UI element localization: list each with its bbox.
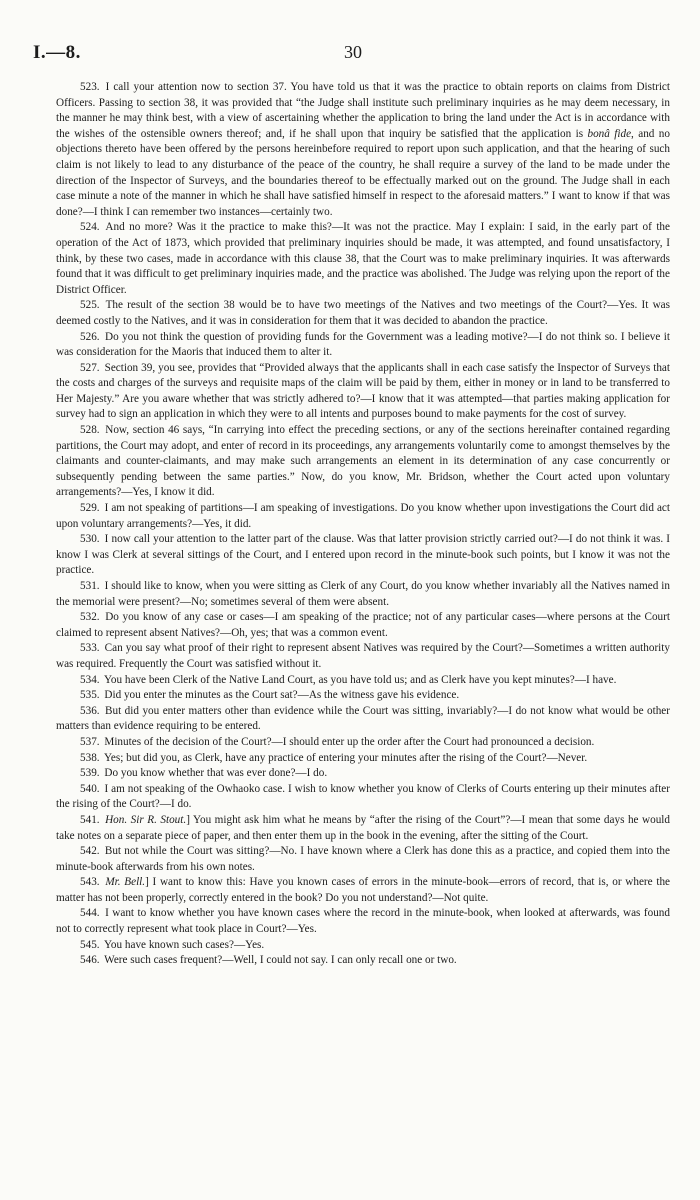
paragraph-text: Do you know whether that was ever done?—I do.: [101, 767, 328, 780]
question-paragraph: [56, 813, 670, 844]
paragraph-text: Were such cases frequent?—Well, I could not say. I can only recall one or two.: [101, 954, 457, 967]
question-number: 544.: [80, 907, 100, 920]
question-paragraph: [56, 688, 670, 704]
paragraph-text: You have known such cases?—Yes.: [101, 938, 265, 951]
question-number: 533.: [80, 642, 100, 655]
paragraph-text: Can you say what proof of their right to represent absent Natives was required by the Court?—Sometimes a written authority was required. Frequently the Court was satisfied without it.: [56, 642, 670, 670]
question-paragraph: [56, 906, 670, 937]
question-paragraph: [56, 766, 670, 782]
paragraph-text: But not while the Court was sitting?—No. I have known where a Clerk has done this as a practice, and copied them into the minute-book afterwards from his own notes.: [56, 845, 670, 873]
paragraph-text: I am not speaking of partitions—I am speaking of investigations. Do you know whether upon investigations the Court did act upon voluntary arrangements?—Yes, it did.: [56, 502, 670, 530]
question-number: 536.: [80, 704, 100, 717]
italic-text: Mr. Bell.: [105, 876, 146, 889]
question-paragraph: [56, 298, 670, 329]
question-number: 543.: [80, 876, 100, 889]
question-paragraph: [56, 751, 670, 767]
question-paragraph: [56, 953, 670, 969]
paragraph-text: Yes; but did you, as Clerk, have any practice of entering your minutes after the rising of the Court?—Never.: [101, 751, 588, 764]
question-number: 537.: [80, 735, 100, 748]
question-paragraph: [56, 361, 670, 423]
question-paragraph: [56, 735, 670, 751]
italic-text: bonâ fide: [587, 127, 632, 140]
paragraph-text: But did you enter matters other than evidence while the Court was sitting, invariably?—I do not know what would be other matters than evidence requiring to be entered.: [56, 704, 670, 733]
question-number: 541.: [80, 813, 100, 826]
question-number: 534.: [80, 673, 100, 686]
question-number: 530.: [80, 533, 100, 546]
paragraph-text: Section 39, you see, provides that “Provided always that the applicants shall in each case satisfy the Inspector of Surveys that the costs and charges of the surveys and requisite maps of the claim will be paid by them, either in money or in land to be transferred to Her Majesty.” Are you aware whether that was strictly adhered to?—I know that it was attempted—that parties making application for survey had to sign an application in which they were to all intents and purposes bound to make payments for the cost of survey.: [56, 361, 670, 421]
question-number: 524.: [80, 221, 100, 234]
question-paragraph: [56, 673, 670, 689]
question-number: 526.: [80, 330, 100, 343]
paragraph-text: Do you not think the question of providing funds for the Government was a leading motive?—I do not think so. I believe it was consideration for the Maoris that induced them to alter it.: [56, 330, 670, 359]
question-paragraph: [56, 610, 670, 641]
question-number: 545.: [80, 938, 100, 951]
running-header: [33, 42, 673, 68]
question-number: 527.: [80, 361, 100, 374]
paragraph-text: I want to know whether you have known cases where the record in the minute-book, when looked at afterwards, was found not to correctly represent what took place in Court?—Yes.: [56, 907, 670, 936]
question-paragraph: [56, 80, 670, 220]
question-paragraph: [56, 220, 670, 298]
question-number: 540.: [80, 782, 100, 795]
question-number: 539.: [80, 767, 100, 780]
question-paragraph: [56, 330, 670, 361]
page-number: 30: [344, 42, 362, 62]
paragraph-text: The result of the section 38 would be to have two meetings of the Natives and two meetings of the Court?—Yes. It was deemed costly to the Natives, and it was in consideration for them that it was decided to abandon the practice.: [56, 299, 670, 327]
question-paragraph: [56, 844, 670, 875]
paragraph-text: ] You might ask him what he means by “after the rising of the Court”?—I mean that some days he would take notes on a separate piece of paper, and then enter them up in the book in the evening, after the sitting of the Court.: [56, 813, 671, 842]
question-number: 528.: [80, 424, 100, 437]
paragraph-text: Do you know of any case or cases—I am speaking of the practice; not of any particular cases—where persons at the Court claimed to represent absent Natives?—Oh, yes; that was a common event.: [56, 611, 670, 639]
evidence-body: [56, 80, 670, 969]
question-paragraph: [56, 423, 670, 501]
paragraph-text: And no more? Was it the practice to make this?—It was not the practice. May I explain: I said, in the early part of the operation of the Act of 1873, which provided that preliminary inquiries should be made, it was attempted, and found unsatisfactory, I think, by these two cases, made in accordance with this clause 38, that the Court was to make preliminary inquiries. It was afterwards found that it was difficult to get preliminary inquiries made, and the practice was abolished. The Judge was relying upon the report of the District Officer.: [56, 221, 670, 296]
question-number: 538.: [80, 751, 100, 764]
question-paragraph: [56, 875, 670, 906]
question-paragraph: [56, 938, 670, 954]
question-number: 546.: [80, 954, 100, 967]
paragraph-text: I should like to know, when you were sitting as Clerk of any Court, do you know whether invariably all the Natives named in the memorial were present?—No; sometimes several of them were absent.: [56, 580, 670, 608]
paragraph-text: Did you enter the minutes as the Court sat?—As the witness gave his evidence.: [101, 689, 460, 702]
question-paragraph: [56, 579, 670, 610]
paragraph-text: Minutes of the decision of the Court?—I should enter up the order after the Court had pronounced a decision.: [101, 735, 595, 748]
question-number: 542.: [80, 845, 100, 858]
paragraph-text: You have been Clerk of the Native Land Court, as you have told us; and as Clerk have you kept minutes?—I have.: [101, 673, 617, 686]
question-number: 532.: [80, 611, 100, 624]
italic-text: Hon. Sir R. Stout.: [105, 813, 187, 826]
question-number: 535.: [80, 689, 100, 702]
paragraph-text: Now, section 46 says, “In carrying into effect the preceding sections, or any of the sections hereinafter contained regarding partitions, the Court may adopt, and enter of record in its proceedings, any arrangements voluntarily come to amongst themselves by the claimants and counter-claimants, and may make such arrangements an element in its determination of any case concurrently or subsequently pending between the same parties.” Now, do you know, Mr. Bridson, whether the Court acted upon voluntary arrangements?—Yes, I know it did.: [56, 424, 670, 499]
series-number: I.—8.: [33, 42, 81, 63]
question-number: 523.: [80, 81, 100, 93]
paragraph-text: ] I want to know this: Have you known cases of errors in the minute-book—errors of record, that is, or where the matter has not been properly, correctly entered in the book? Do you not understand?—Not quite.: [56, 876, 670, 904]
question-paragraph: [56, 641, 670, 672]
question-paragraph: [56, 704, 670, 735]
question-number: 525.: [80, 299, 100, 312]
question-paragraph: [56, 532, 670, 579]
question-paragraph: [56, 782, 670, 813]
paragraph-text: I am not speaking of the Owhaoko case. I wish to know whether you know of Clerks of Courts entering up their minutes after the rising of the Court?—I do.: [56, 782, 670, 811]
paragraph-text: I now call your attention to the latter part of the clause. Was that latter provision strictly carried out?—I do not think it was. I know I was Clerk at several sittings of the Court, and I entered upon record in the minute-book such points, but I know it was not the practice.: [56, 533, 670, 577]
paragraph-text: , and no objections thereto have been offered by the persons hereinbefore required to report upon such application, and that the hearing of such claim is not likely to lead to any disturbance of the peace of the country, he shall require a survey of the land to be made under the direction of the Inspector of Surveys, and the boundaries thereof to be effectually marked out on the ground. The Judge shall in each case minute a note of the manner in which he shall have satisfied himself in respect to the aforesaid matters.” I want to know if that was done?—I think I can remember two instances—certainly two.: [56, 127, 670, 218]
question-number: 529.: [80, 502, 100, 515]
question-number: 531.: [80, 580, 100, 592]
paragraph-text: I call your attention now to section 37. You have told us that it was the practice to obtain reports on claims from District Officers. Passing to section 38, it was provided that “the Judge shall institute such preliminary inquiries as he may deem necessary, in the manner he may think best, with a view of ascertaining whether the application to bring the land under the Act is in accordance with the wishes of the ostensible owners thereof; and, if he shall upon that inquiry be satisfied that the application is: [56, 81, 670, 140]
question-paragraph: [56, 501, 670, 532]
